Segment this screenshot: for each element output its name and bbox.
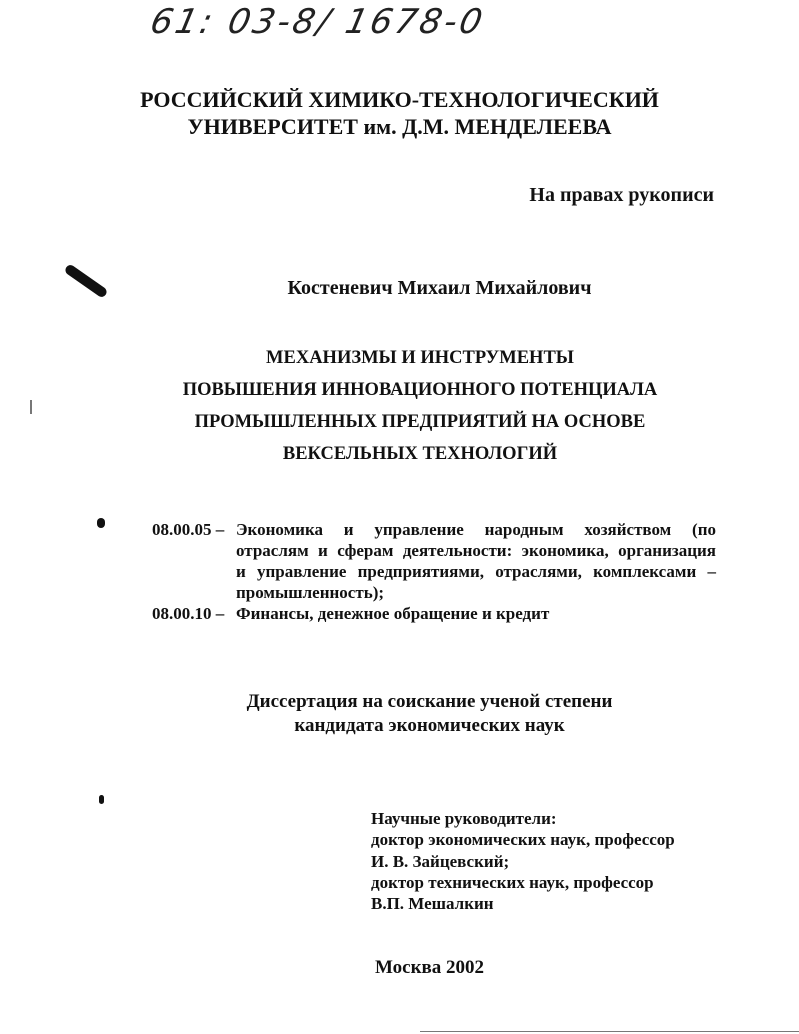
supervisors-block xyxy=(371,808,771,914)
specialty-code: 08.00.10 – xyxy=(152,604,225,623)
title-line-4: ВЕКСЕЛЬНЫХ ТЕХНОЛОГИЙ xyxy=(282,444,558,464)
scan-dot xyxy=(99,795,104,804)
university-name-line-1: РОССИЙСКИЙ ХИМИКО-ТЕХНОЛОГИЧЕСКИЙ xyxy=(140,87,659,112)
supervisor-line: доктор экономических наук, профессор xyxy=(371,830,675,850)
title-line-1: МЕХАНИЗМЫ И ИНСТРУМЕНТЫ xyxy=(266,348,574,368)
specialty-code: 08.00.05 – xyxy=(152,520,225,539)
scan-dot xyxy=(97,518,105,528)
supervisor-line: доктор технических наук, профессор xyxy=(371,872,654,892)
specialty-line: промышленность); xyxy=(236,583,385,602)
supervisor-line: В.П. Мешалкин xyxy=(371,894,494,914)
scan-tick xyxy=(30,400,32,414)
city-and-year: Москва 2002 xyxy=(374,957,485,978)
supervisor-line: И. В. Зайцевский; xyxy=(371,851,510,871)
specialty-line: Экономика и управление народным хозяйством (по xyxy=(236,520,716,539)
university-name-line-2: УНИВЕРСИТЕТ им. Д.М. МЕНДЕЛЕЕВА xyxy=(187,114,612,139)
specialty-description xyxy=(236,603,716,624)
degree-line-2: кандидата экономических наук xyxy=(294,715,565,736)
title-line-2: ПОВЫШЕНИЯ ИННОВАЦИОННОГО ПОТЕНЦИАЛА xyxy=(182,380,658,400)
degree-statement xyxy=(30,690,799,738)
specialty-description xyxy=(236,519,716,603)
specialty-line: и управление предприятиями, отраслями, комплексами – xyxy=(236,562,716,581)
title-line-3: ПРОМЫШЛЕННЫХ ПРЕДПРИЯТИЙ НА ОСНОВЕ xyxy=(194,412,646,432)
handwritten-catalog-number: 61: 03-8/ 1678-0 xyxy=(146,2,489,42)
university-name xyxy=(0,86,799,140)
specialty-line: отраслям и сферам деятельности: экономика, организация xyxy=(236,541,716,560)
degree-line-1: Диссертация на соискание ученой степени xyxy=(246,691,613,712)
supervisors-heading: Научные руководители: xyxy=(371,809,557,828)
author-name: Костеневич Михаил Михайлович xyxy=(287,277,592,299)
manuscript-rights-label: На правах рукописи xyxy=(529,184,714,206)
scan-border-line xyxy=(420,1031,799,1032)
dissertation-title xyxy=(170,342,670,470)
specialty-line: Финансы, денежное обращение и кредит xyxy=(236,604,550,623)
